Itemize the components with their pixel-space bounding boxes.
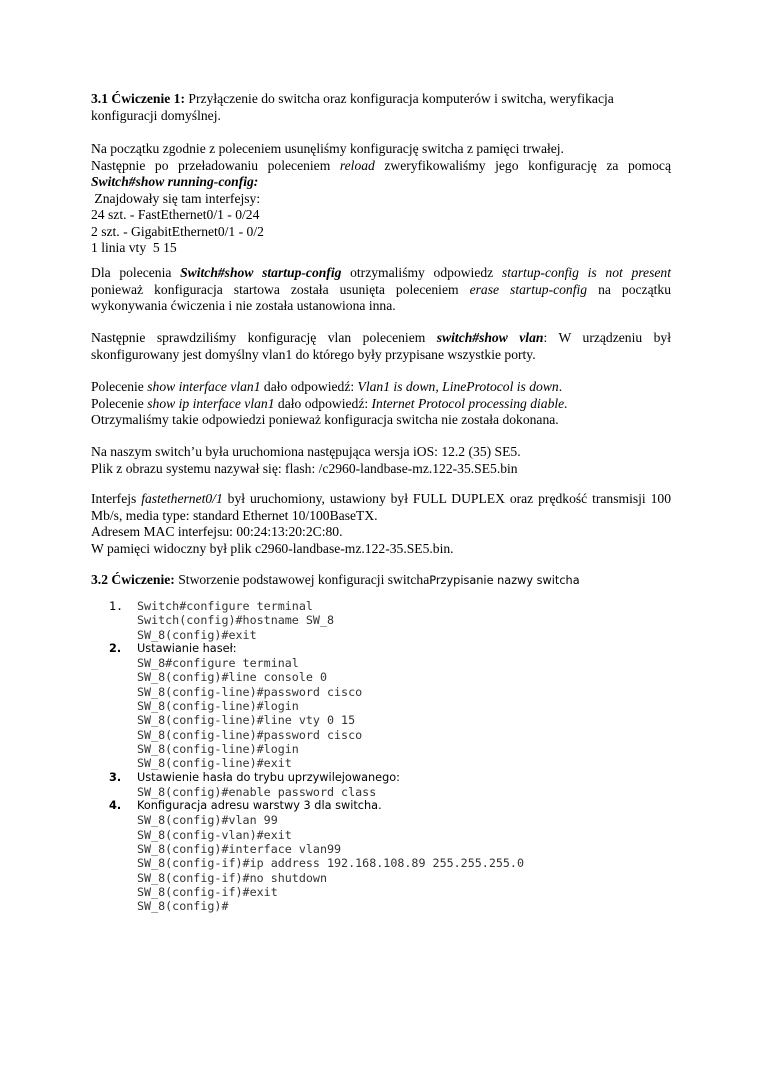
text-run: Następnie sprawdziliśmy konfigurację vlan poleceniem [91,330,437,345]
section-title: Stworzenie podstawowej konfiguracji switcha [174,572,430,587]
command-text: Switch#show running-config: [91,174,259,189]
paragraph-line [91,396,671,413]
section-number: 3.2 [91,572,108,587]
command-text: show interface vlan1 [147,379,261,394]
list-item-title: Ustawianie haseł: [137,641,237,655]
command-text: erase startup-config [469,281,588,297]
list-item-title: Ustawienie hasła do trybu uprzywilejowanego: [137,770,400,784]
list-number: 3. [109,770,122,784]
response-text: Vlan1 is down, LineProtocol is down [357,379,559,394]
paragraph-line: Znajdowały się tam interfejsy: [91,190,261,206]
paragraph-ios-version [91,444,671,477]
text-run: . [558,379,563,394]
code-line: SW_8(config-line)#password cisco [137,727,363,742]
text-run: Następnie po przeładowaniu poleceniem [91,157,340,173]
response-text: Internet Protocol processing diable. [371,395,568,411]
paragraph-line: Adresem MAC interfejsu: 00:24:13:20:2C:80. [91,524,343,539]
paragraph-fastethernet [91,491,671,557]
paragraph-interface-vlan1 [91,379,671,429]
interface-line: 1 linia vty 5 15 [91,240,177,255]
paragraph-vlan [91,330,671,363]
paragraph-line: Plik z obrazu systemu nazywał się: flash: /c2960-landbase-mz.122-35.SE5.bin [91,460,518,476]
text-run: Polecenie [91,379,148,394]
interface-name: fastethernet0/1 [141,491,223,506]
text-run: na początku wykonywania ćwiczenia i nie została ustanowiona inna. [91,281,671,313]
config-steps-list [109,599,629,914]
text-run: był uruchomiony, ustawiony był FULL DUPLEX oraz prędkość transmisji 100 Mb/s, media type: standard Ethernet 10/100BaseTX. [91,491,672,523]
command-text: switch#show vlan [436,330,544,345]
list-item-4 [109,799,629,913]
section-subtitle: Przypisanie nazwy switcha [429,574,580,587]
command-running-config [91,174,671,191]
text-run: dało odpowiedź: [274,395,372,411]
text-run: Dla polecenia [91,265,181,280]
code-line: SW_8(config-line)#exit [137,756,292,771]
code-line: SW_8(config-line)#login [137,741,299,756]
code-line: SW_8(config-if)#exit [137,884,278,899]
paragraph-line: W pamięci widoczny był plik c2960-landbase-mz.122-35.SE5.bin. [91,540,454,556]
list-number: 2. [109,641,122,655]
text-run: ponieważ konfiguracja startowa została usunięta poleceniem [91,281,470,297]
command-text: Switch#show startup-config [180,265,342,280]
code-line: Switch(config)#hostname SW_8 [137,613,335,628]
section-number: 3.1 [91,91,108,106]
code-line: SW_8#configure terminal [137,656,299,671]
paragraph-line [91,158,671,175]
text-run: : W urządzeniu był skonfigurowany jest domyślny vlan1 do którego były przypisane wszystkie porty. [91,330,671,362]
code-line: Switch#configure terminal [137,599,313,613]
section-title-line1: Przyłączenie do switcha oraz konfiguracja komputerów i switcha, weryfikacja [188,91,614,106]
code-line: SW_8(config-line)#line vty 0 15 [137,713,356,728]
command-reload: reload [339,157,375,173]
list-item-2 [109,642,629,771]
section-label: Ćwiczenie 1: [111,91,186,106]
text-run: Polecenie [91,395,148,411]
text-run: zweryfikowaliśmy jego konfigurację za pomocą [374,157,671,173]
list-number: 4. [109,799,122,813]
code-line: SW_8(config)#exit [137,627,257,642]
paragraph-startup-config [91,265,671,315]
text-run: Interfejs [91,491,142,506]
interface-line: 2 szt. - GigabitEthernet0/1 - 0/2 [91,223,264,239]
command-text: show ip interface vlan1 [147,395,275,411]
response-text: startup-config is not present [501,265,671,280]
code-line: SW_8(config-line)#password cisco [137,684,363,699]
text-run: otrzymaliśmy odpowiedz [341,265,502,280]
section-3-1-heading [91,91,671,124]
text-run: dało odpowiedź: [260,379,358,394]
paragraph-line: Na początku zgodnie z poleceniem usunęliśmy konfigurację switcha z pamięci trwałej. [91,141,564,156]
interface-line: 24 szt. - FastEthernet0/1 - 0/24 [91,207,260,222]
list-item-title: Konfiguracja adresu warstwy 3 dla switcha. [137,799,382,813]
code-line: SW_8(config)# [137,899,229,914]
paragraph-line [91,379,671,396]
code-line: SW_8(config-if)#ip address 192.168.108.89 255.255.255.0 [137,856,525,871]
code-line: SW_8(config-vlan)#exit [137,827,292,842]
code-line: SW_8(config)#interface vlan99 [137,842,342,857]
section-label: Ćwiczenie: [111,572,175,587]
code-line: SW_8(config-line)#login [137,699,299,714]
paragraph-line: Na naszym switch’u była uruchomiona następująca wersja iOS: 12.2 (35) SE5. [91,444,521,459]
paragraph-line: Otrzymaliśmy takie odpowiedzi ponieważ konfiguracja switcha nie została dokonana. [91,412,559,427]
paragraph-line [91,491,671,524]
list-item-3 [109,771,629,800]
section-title-line2: konfiguracji domyślnej. [91,107,221,123]
section-3-2-heading [91,572,691,590]
paragraph-reset-config [91,141,671,257]
list-number: 1. [109,599,124,613]
code-line: SW_8(config)#line console 0 [137,670,327,685]
code-line: SW_8(config)#enable password class [137,784,377,799]
code-line: SW_8(config-if)#no shutdown [137,870,327,885]
list-item-1 [109,599,629,642]
code-line: SW_8(config)#vlan 99 [137,813,278,828]
